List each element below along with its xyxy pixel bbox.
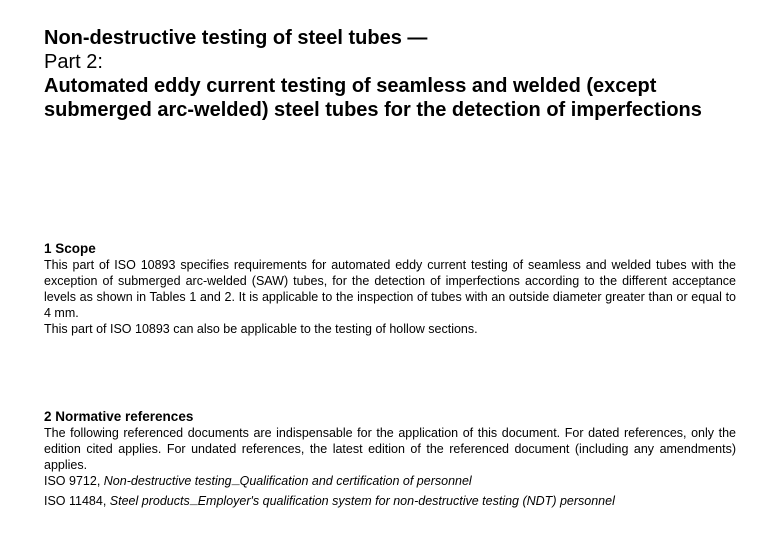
reference-item [44, 473, 736, 493]
section-normative-references [44, 408, 736, 513]
references-paragraph: The following referenced documents are indispensable for the application of this document. For dated references, only the edition cited applies. For undated references, the latest edition of the referenced document (including any amendments) applies. [44, 426, 736, 472]
reference-item [44, 493, 736, 513]
title-main: Automated eddy current testing of seamless and welded (except submerged arc-welded) steel tubes for the detection of imperfections [44, 75, 702, 121]
scope-paragraph: This part of ISO 10893 specifies requirements for automated eddy current testing of seamless and welded tubes with the exception of submerged arc-welded (SAW) tubes, for the detection of imperfections according to the different acceptance levels as shown in Tables 1 and 2. It is applicable to the inspection of tubes with an outside diameter greater than or equal to 4 mm. [44, 258, 736, 320]
reference-title: Steel products [109, 494, 190, 508]
reference-title: Non-destructive testing [103, 474, 232, 488]
reference-id: ISO 11484, [44, 494, 107, 508]
reference-separator: — [231, 480, 240, 489]
reference-title: Qualification and certification of personnel [239, 474, 472, 488]
section-heading-references: 2 Normative references [44, 409, 194, 424]
section-scope [44, 240, 736, 337]
scope-paragraph: This part of ISO 10893 can also be applicable to the testing of hollow sections. [44, 322, 478, 336]
title-line: Non-destructive testing of steel tubes — [44, 27, 428, 49]
reference-title: Employer's qualification system for non-destructive testing (NDT) personnel [197, 494, 615, 508]
title-part: Part 2: [44, 51, 103, 73]
document-title [44, 26, 736, 122]
section-heading-scope: 1 Scope [44, 241, 96, 256]
reference-separator: — [189, 500, 198, 509]
reference-id: ISO 9712, [44, 474, 101, 488]
